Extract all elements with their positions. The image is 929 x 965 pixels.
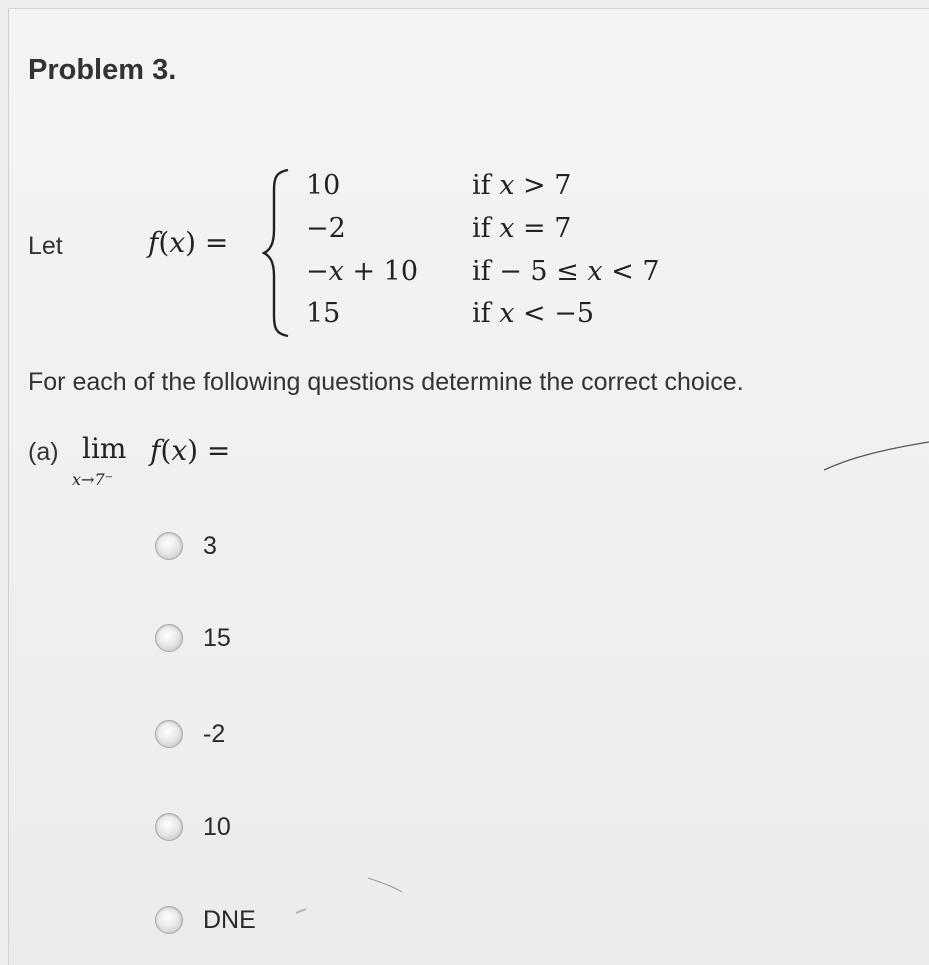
limit-operator: lim (82, 432, 127, 465)
pen-stroke-1 (824, 442, 929, 470)
case-condition-3: if − 5 ≤ x < 7 (472, 256, 660, 287)
limit-expression: f(x) = (150, 434, 231, 467)
case-value-2: −2 (306, 213, 346, 244)
case-condition-1: if x > 7 (472, 170, 572, 201)
problem-title: Problem 3. (28, 54, 177, 86)
case-value-4: 15 (306, 298, 341, 329)
case-condition-4: if x < −5 (472, 298, 595, 329)
choice-label: -2 (203, 719, 226, 748)
let-label: Let (28, 232, 63, 260)
choice-label: DNE (203, 905, 256, 934)
case-value-1: 10 (306, 170, 341, 201)
choice-label: 15 (203, 623, 231, 652)
case-condition-2: if x = 7 (472, 213, 572, 244)
pen-stroke-3 (296, 909, 306, 913)
function-lhs-text: f(x) = (148, 226, 229, 259)
choice-label: 3 (203, 531, 217, 560)
case-value-3: −x + 10 (306, 256, 419, 287)
pen-stroke-2 (368, 878, 402, 892)
choice-label: 10 (203, 812, 231, 841)
question-a-label: (a) (28, 438, 59, 466)
limit-subscript: x→7⁻ (72, 470, 114, 489)
instruction-text: For each of the following questions determine the correct choice. (28, 368, 744, 396)
